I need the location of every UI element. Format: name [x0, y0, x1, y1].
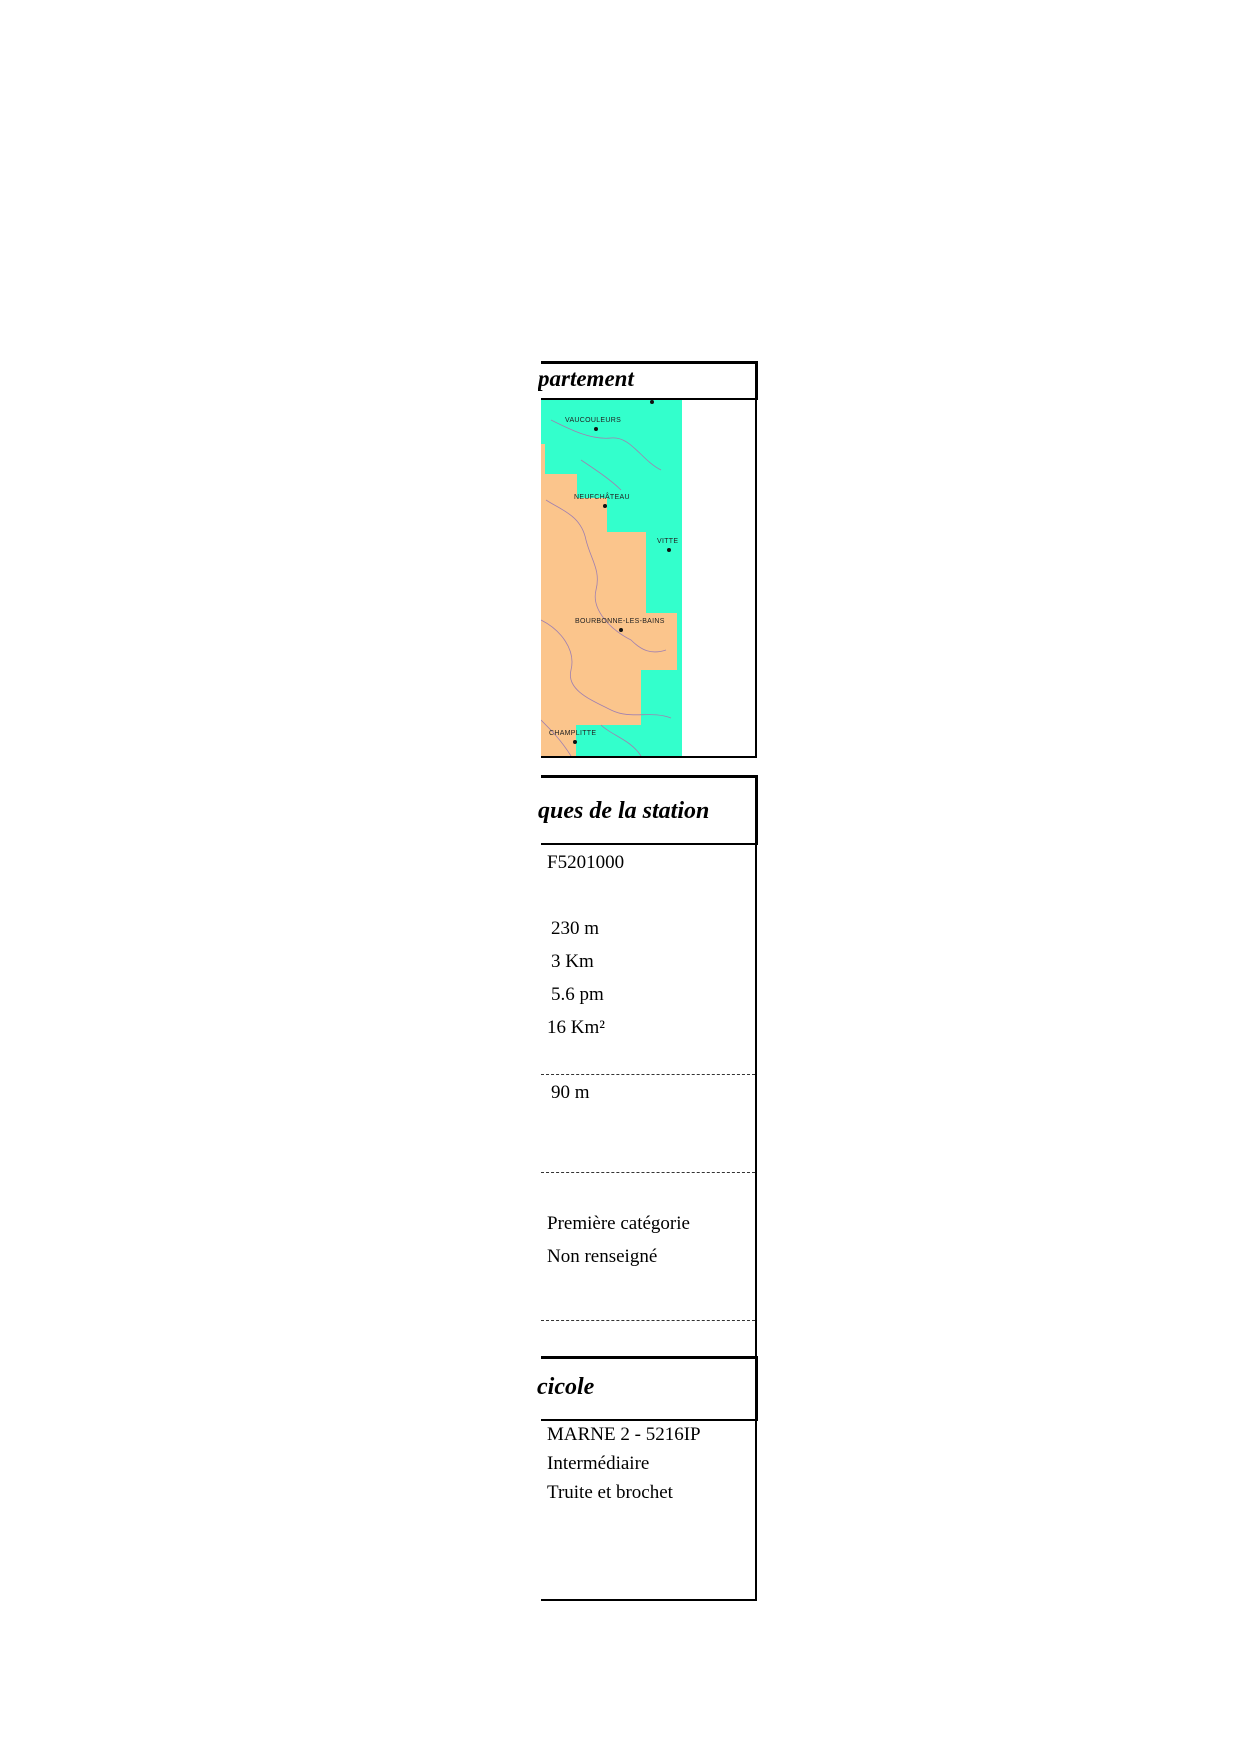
separator-3	[541, 1320, 755, 1321]
fish-frame-right-border	[755, 1419, 757, 1601]
station-frame-right-border	[755, 843, 757, 1358]
town-label-neufchateau: NEUFCHÂTEAU	[574, 494, 630, 501]
separator-2	[541, 1172, 755, 1173]
town-marker-neufchateau	[603, 504, 607, 508]
town-marker-champlitte	[573, 740, 577, 744]
station-category: Première catégorie	[547, 1213, 690, 1234]
town-label-vaucouleurs: VAUCOULEURS	[565, 417, 622, 424]
station-altitude: 230 m	[551, 918, 600, 939]
fish-context: MARNE 2 - 5216IP	[547, 1424, 701, 1445]
fish-frame-bottom-border	[541, 1599, 757, 1601]
map-frame-bottom-border	[541, 756, 757, 758]
fish-level: Intermédiaire	[547, 1453, 650, 1474]
fish-header-right-border	[755, 1356, 758, 1421]
station-header-right-border	[755, 775, 758, 845]
station-width: 90 m	[551, 1082, 590, 1103]
station-section-title: ques de la station	[538, 798, 710, 824]
station-distance: 3 Km	[551, 951, 594, 972]
fish-species: Truite et brochet	[547, 1482, 673, 1503]
department-map-svg	[541, 400, 682, 756]
town-marker-vaucouleurs	[594, 427, 598, 431]
station-status: Non renseigné	[547, 1246, 658, 1267]
town-marker-vittel	[667, 548, 671, 552]
station-slope: 5.6 pm	[551, 984, 604, 1005]
map-frame-right-border	[755, 398, 757, 758]
map-section-title: partement	[538, 366, 634, 391]
town-label-champlitte: CHAMPLITTE	[549, 730, 597, 737]
fish-section-title: cicole	[537, 1374, 595, 1400]
town-label-bourbonne: BOURBONNE-LES-BAINS	[575, 618, 665, 625]
station-basin-area: 16 Km²	[547, 1017, 605, 1038]
map-header-top-border	[541, 361, 758, 364]
station-code: F5201000	[547, 852, 625, 873]
station-header-bottom-border	[541, 843, 758, 845]
department-map	[541, 400, 682, 756]
fish-header-top-border	[541, 1356, 758, 1359]
separator-1	[541, 1074, 755, 1075]
town-label-vittel: VITTE	[657, 538, 679, 545]
fish-header-bottom-border	[541, 1419, 758, 1421]
town-marker-bourbonne	[619, 628, 623, 632]
town-marker-top	[650, 400, 654, 404]
map-header-right-border	[755, 361, 758, 400]
station-header-top-border	[541, 775, 758, 778]
